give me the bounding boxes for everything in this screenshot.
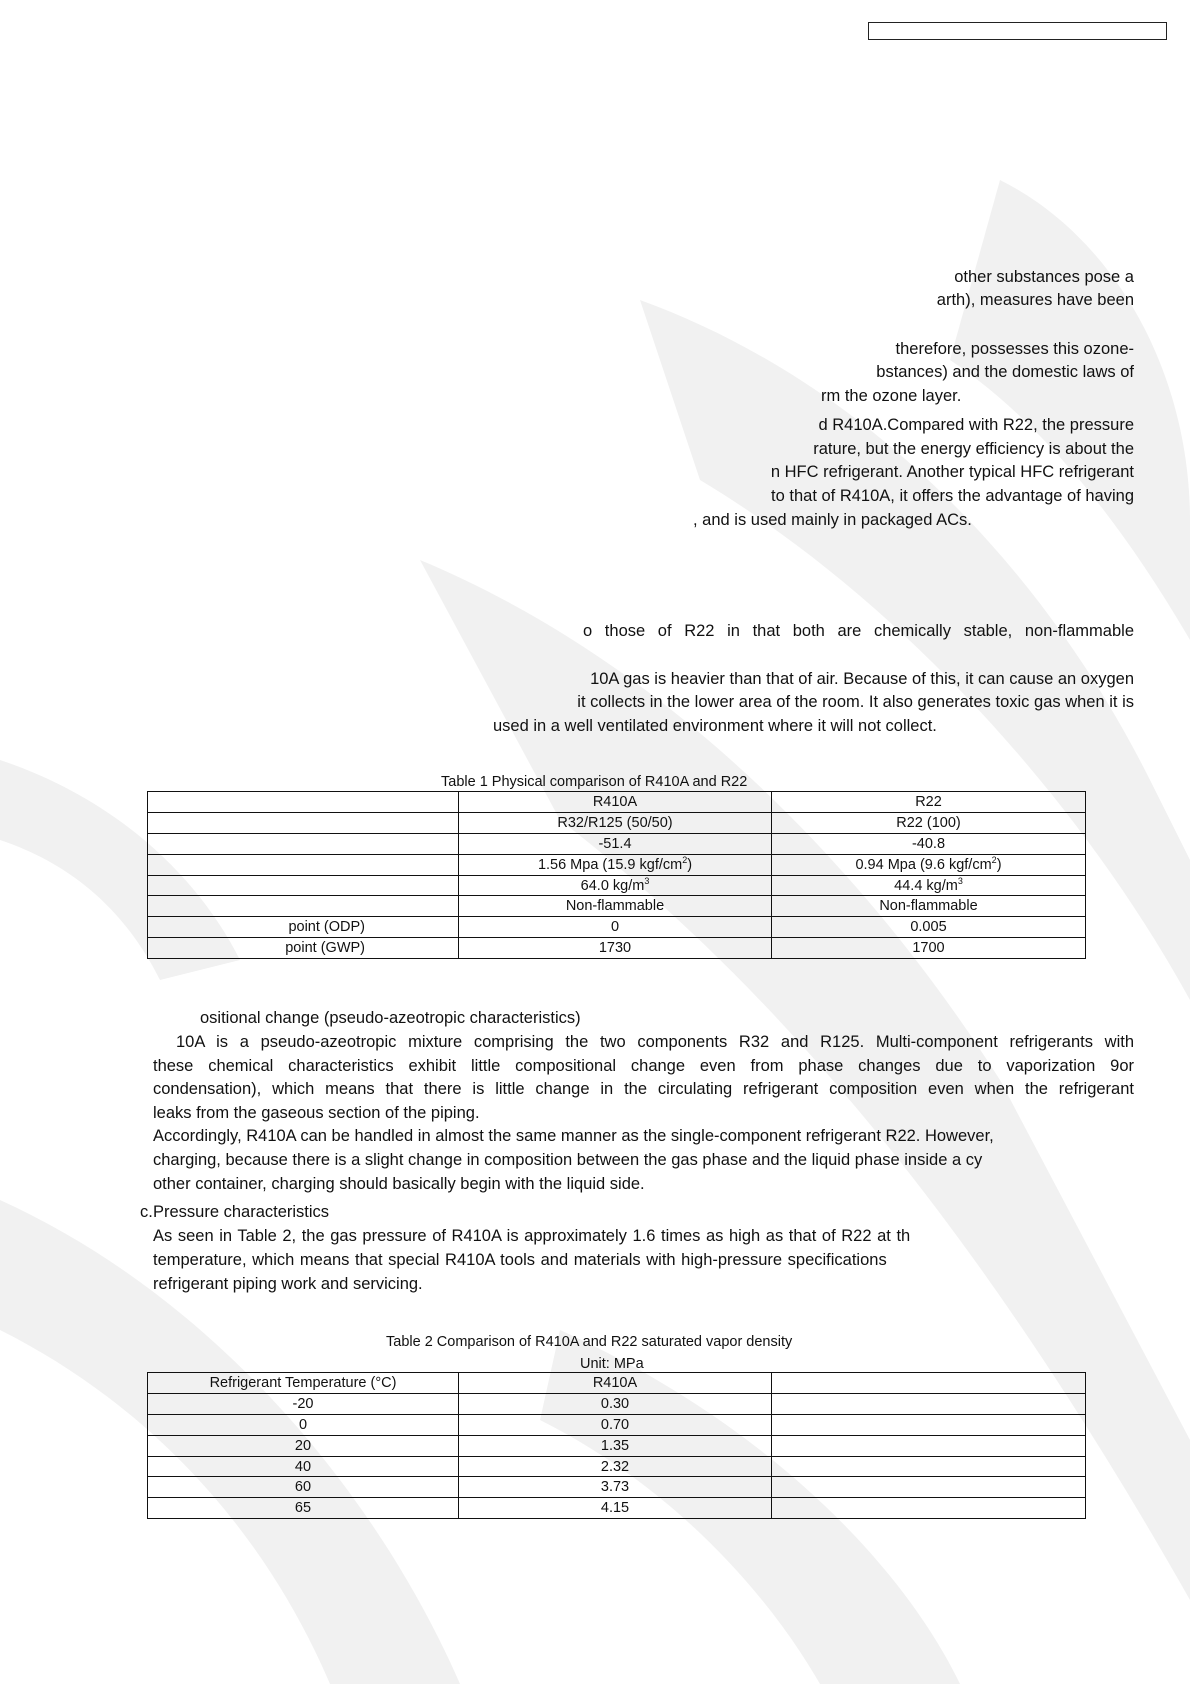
intro-line: therefore, possesses this ozone-: [895, 340, 1134, 358]
section-b-line: charging, because there is a slight change in composition between the gas phase and the liquid phase inside a cy: [153, 1151, 983, 1169]
section-a-line: used in a well ventilated environment where it will not collect.: [493, 717, 937, 735]
table-row: [148, 1477, 1086, 1498]
header-box: [868, 22, 1167, 40]
table-cell: [772, 1393, 1086, 1414]
table-cell: 1700: [772, 938, 1086, 959]
table-cell: 2.32: [459, 1456, 772, 1477]
table-row: [148, 792, 1086, 813]
table-cell: [148, 812, 459, 833]
table-cell: 1.35: [459, 1435, 772, 1456]
table-cell: 0.30: [459, 1393, 772, 1414]
table-cell: Non-flammable: [772, 896, 1086, 917]
table-cell: [772, 1498, 1086, 1519]
section-a-line: 10A gas is heavier than that of air. Because of this, it can cause an oxygen: [590, 670, 1134, 688]
intro-line: other substances pose a: [954, 268, 1134, 286]
table-cell: point (GWP): [148, 938, 459, 959]
intro-line: , and is used mainly in packaged ACs.: [693, 511, 972, 529]
table-row: [148, 854, 1086, 875]
table-cell: 0: [459, 917, 772, 938]
table-cell: [772, 1477, 1086, 1498]
table-cell: point (ODP): [148, 917, 459, 938]
table2-unit: Unit: MPa: [580, 1356, 644, 1372]
intro-line: d R410A.Compared with R22, the pressure: [818, 416, 1134, 434]
table-row: [148, 938, 1086, 959]
table-cell: [772, 1414, 1086, 1435]
section-b-line: condensation), which means that there is little change in the circulating refrigerant composition even when the refrigerant: [153, 1080, 1134, 1098]
section-b-line: leaks from the gaseous section of the piping.: [153, 1104, 480, 1122]
table-cell: Non-flammable: [459, 896, 772, 917]
intro-line: rm the ozone layer.: [821, 387, 962, 405]
intro-line: bstances) and the domestic laws of: [876, 363, 1134, 381]
table-row: [148, 812, 1086, 833]
table-cell: 0.94 Mpa (9.6 kgf/$cm^2$): [772, 854, 1086, 875]
table-header-cell: [772, 1373, 1086, 1394]
section-b-heading: ositional change (pseudo-azeotropic characteristics): [200, 1009, 581, 1027]
table-cell: R32/R125 (50/50): [459, 812, 772, 833]
intro-line: to that of R410A, it offers the advantage of having: [771, 487, 1134, 505]
table-cell: 40: [148, 1456, 459, 1477]
table-row: [148, 875, 1086, 896]
table-cell: 3.73: [459, 1477, 772, 1498]
table-cell: 0.70: [459, 1414, 772, 1435]
table-cell: 44.4 $kg/m^3$: [772, 875, 1086, 896]
table-row: [148, 896, 1086, 917]
section-c-marker: c.: [140, 1203, 153, 1221]
table-cell: R22 (100): [772, 812, 1086, 833]
table-cell: -40.8: [772, 833, 1086, 854]
table-cell: -20: [148, 1393, 459, 1414]
table-header-cell: R410A: [459, 1373, 772, 1394]
intro-line: arth), measures have been: [936, 291, 1134, 309]
table-row: [148, 1498, 1086, 1519]
section-c-heading: Pressure characteristics: [153, 1203, 330, 1221]
section-b-line: Accordingly, R410A can be handled in almost the same manner as the single-component refrigerant R22. However,: [153, 1127, 994, 1145]
section-c-line: temperature, which means that special R410A tools and materials with high-pressure specifications: [153, 1251, 887, 1269]
table-cell: [148, 792, 459, 813]
intro-line: n HFC refrigerant. Another typical HFC refrigerant: [770, 463, 1134, 481]
table-cell: [772, 1456, 1086, 1477]
table2-caption: Table 2 Comparison of R410A and R22 saturated vapor density: [386, 1334, 793, 1350]
table-row: [148, 833, 1086, 854]
table-row: [148, 1414, 1086, 1435]
table-cell: 1.56 Mpa (15.9 kgf/$cm^2$): [459, 854, 772, 875]
table-header-cell: Refrigerant Temperature (°C): [148, 1373, 459, 1394]
table-cell: [148, 896, 459, 917]
table-cell: [148, 854, 459, 875]
table1-caption: Table 1 Physical comparison of R410A and R22: [441, 774, 748, 790]
section-a-line: it collects in the lower area of the room. It also generates toxic gas when it is: [577, 693, 1134, 711]
table-cell: 1730: [459, 938, 772, 959]
table-cell: 4.15: [459, 1498, 772, 1519]
section-c-line: As seen in Table 2, the gas pressure of R410A is approximately 1.6 times as high as that of R22 at th: [153, 1227, 911, 1245]
table-cell: R410A: [459, 792, 772, 813]
section-b-line: other container, charging should basically begin with the liquid side.: [153, 1175, 645, 1193]
table-row: [148, 917, 1086, 938]
table-row: [148, 1456, 1086, 1477]
table-cell: -51.4: [459, 833, 772, 854]
intro-line: rature, but the energy efficiency is about the: [813, 440, 1134, 458]
table1: [147, 791, 1086, 959]
table-row: [148, 1393, 1086, 1414]
table-cell: 0: [148, 1414, 459, 1435]
table-cell: 65: [148, 1498, 459, 1519]
table-cell: [148, 875, 459, 896]
table-cell: 0.005: [772, 917, 1086, 938]
table-cell: 20: [148, 1435, 459, 1456]
table-cell: 64.0 $kg/m^3$: [459, 875, 772, 896]
section-b-line: 10A is a pseudo-azeotropic mixture comprising the two components R32 and R125. Multi-component refrigerants with: [176, 1033, 1134, 1051]
table-cell: [772, 1435, 1086, 1456]
table2: [147, 1372, 1086, 1519]
table-cell: R22: [772, 792, 1086, 813]
section-c-line: refrigerant piping work and servicing.: [153, 1275, 423, 1293]
section-b-line: these chemical characteristics exhibit little compositional change even from phase changes due to vaporization 9or: [153, 1057, 1134, 1075]
table-header-row: [148, 1373, 1086, 1394]
table-cell: [148, 833, 459, 854]
table-row: [148, 1435, 1086, 1456]
section-a-line: o those of R22 in that both are chemically stable, non-flammable: [583, 622, 1134, 640]
table-cell: 60: [148, 1477, 459, 1498]
